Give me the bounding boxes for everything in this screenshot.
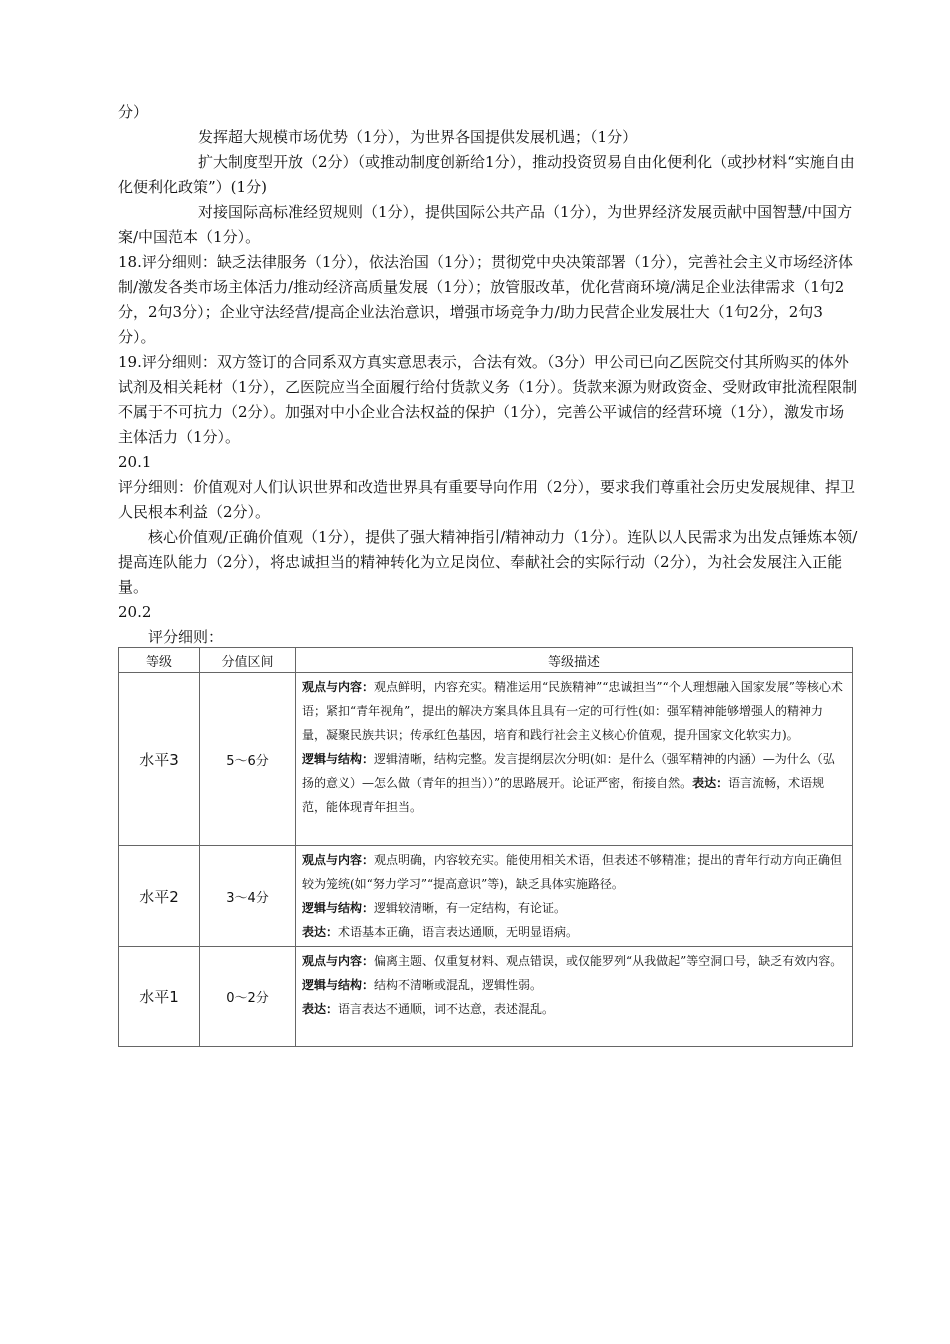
range-cell: 3～4分 <box>200 846 296 947</box>
table-row <box>119 673 853 846</box>
question-20-1-heading: 20.1 <box>118 453 152 471</box>
desc-text: 观点明确，内容较充实。能使用相关术语，但表述不够精准；提出的青年行动方向正确但较为笼统(如“努力学习”“提高意识”等)，缺乏具体实施路径。 <box>302 853 843 891</box>
desc-label: 逻辑与结构： <box>302 978 375 992</box>
header-desc: 等级描述 <box>296 648 853 673</box>
text-line: 分） <box>118 103 149 121</box>
desc-text: 逻辑清晰，结构完整。发言提纲层次分明(如：是什么（强军精神的内涵）—为什么（弘扬的意义）—怎么做（青年的担当））”的思路展开。论证严密，衔接自然。 <box>302 752 835 790</box>
level-cell: 水平3 <box>119 673 200 846</box>
text-paragraph: 发挥超大规模市场优势（1分），为世界各国提供发展机遇；（1分） <box>198 128 638 146</box>
header-level: 等级 <box>119 648 200 673</box>
desc-cell <box>296 947 853 1047</box>
text-paragraph: 扩大制度型开放（2分）（或推动制度创新给1分），推动投资贸易自由化便利化（或抄材料“实施自由化便利化政策”）(1分) <box>118 153 855 196</box>
range-cell: 5～6分 <box>200 673 296 846</box>
desc-label: 观点与内容： <box>302 853 375 867</box>
desc-text: 术语基本正确，语言表达通顺，无明显语病。 <box>338 925 579 939</box>
desc-label: 表达： <box>302 925 339 939</box>
desc-cell <box>296 846 853 947</box>
text-paragraph: 对接国际高标准经贸规则（1分），提供国际公共产品（1分），为世界经济发展贡献中国智慧/中国方案/中国范本（1分）。 <box>118 203 853 246</box>
header-range: 分值区间 <box>200 648 296 673</box>
desc-text: 语言表达不通顺，词不达意，表述混乱。 <box>338 1002 555 1016</box>
desc-label: 观点与内容： <box>302 954 375 968</box>
desc-text: 偏离主题、仅重复材料、观点错误，或仅能罗列“从我做起”等空洞口号，缺乏有效内容。 <box>374 954 843 968</box>
range-cell: 0～2分 <box>200 947 296 1047</box>
question-18-rubric: 18.评分细则：缺乏法律服务（1分），依法治国（1分）；贯彻党中央决策部署（1分），完善社会主义市场经济体制/激发各类市场主体活力/推动经济高质量发展（1分）；放管服改革，优化营商环境/满足企业法律需求（1句2分，2句3分）；企业守法经营/提高企业法治意识，增强市场竞争力/助力民营企业发展壮大（1句2分，2句3分）。 <box>118 253 853 346</box>
desc-label: 表达： <box>302 1002 339 1016</box>
desc-text: 语言流畅，术语规范，能体现青年担当。 <box>302 776 825 814</box>
question-20-2-heading: 20.2 <box>118 603 152 621</box>
table-row <box>119 947 853 1047</box>
question-20-1-rubric-cont: 核心价值观/正确价值观（1分），提供了强大精神指引/精神动力（1分）。连队以人民需求为出发点锤炼本领/提高连队能力（2分），将忠诚担当的精神转化为立足岗位、奉献社会的实际行动（2分），为社会发展注入正能量。 <box>118 528 858 596</box>
level-cell: 水平1 <box>119 947 200 1047</box>
desc-label: 逻辑与结构： <box>302 901 375 915</box>
rubric-table <box>118 647 853 1047</box>
desc-label: 表达： <box>692 776 729 790</box>
table-row <box>119 846 853 947</box>
desc-label: 逻辑与结构： <box>302 752 375 766</box>
desc-cell <box>296 673 853 846</box>
desc-text: 结构不清晰或混乱，逻辑性弱。 <box>374 978 543 992</box>
rubric-caption: 评分细则： <box>148 628 224 646</box>
table-header-row <box>119 648 853 673</box>
desc-label: 观点与内容： <box>302 680 375 694</box>
desc-text: 逻辑较清晰，有一定结构，有论证。 <box>374 901 567 915</box>
desc-text: 观点鲜明，内容充实。精准运用“民族精神”“忠诚担当”“个人理想融入国家发展”等核心术语；紧扣“青年视角”，提出的解决方案具体且具有一定的可行性(如：强军精神能够增强人的精神力量，凝聚民族共识；传承红色基因，培育和践行社会主义核心价值观，提升国家文化软实力)。 <box>302 680 843 742</box>
question-20-1-rubric: 评分细则：价值观对人们认识世界和改造世界具有重要导向作用（2分），要求我们尊重社会历史发展规律、捍卫人民根本利益（2分）。 <box>118 478 856 521</box>
question-19-rubric: 19.评分细则：双方签订的合同系双方真实意思表示，合法有效。（3分）甲公司已向乙医院交付其所购买的体外试剂及相关耗材（1分），乙医院应当全面履行给付货款义务（1分）。货款来源为财政资金、受财政审批流程限制不属于不可抗力（2分）。加强对中小企业合法权益的保护（1分），完善公平诚信的经营环境（1分），激发市场主体活力（1分）。 <box>118 353 858 446</box>
level-cell: 水平2 <box>119 846 200 947</box>
